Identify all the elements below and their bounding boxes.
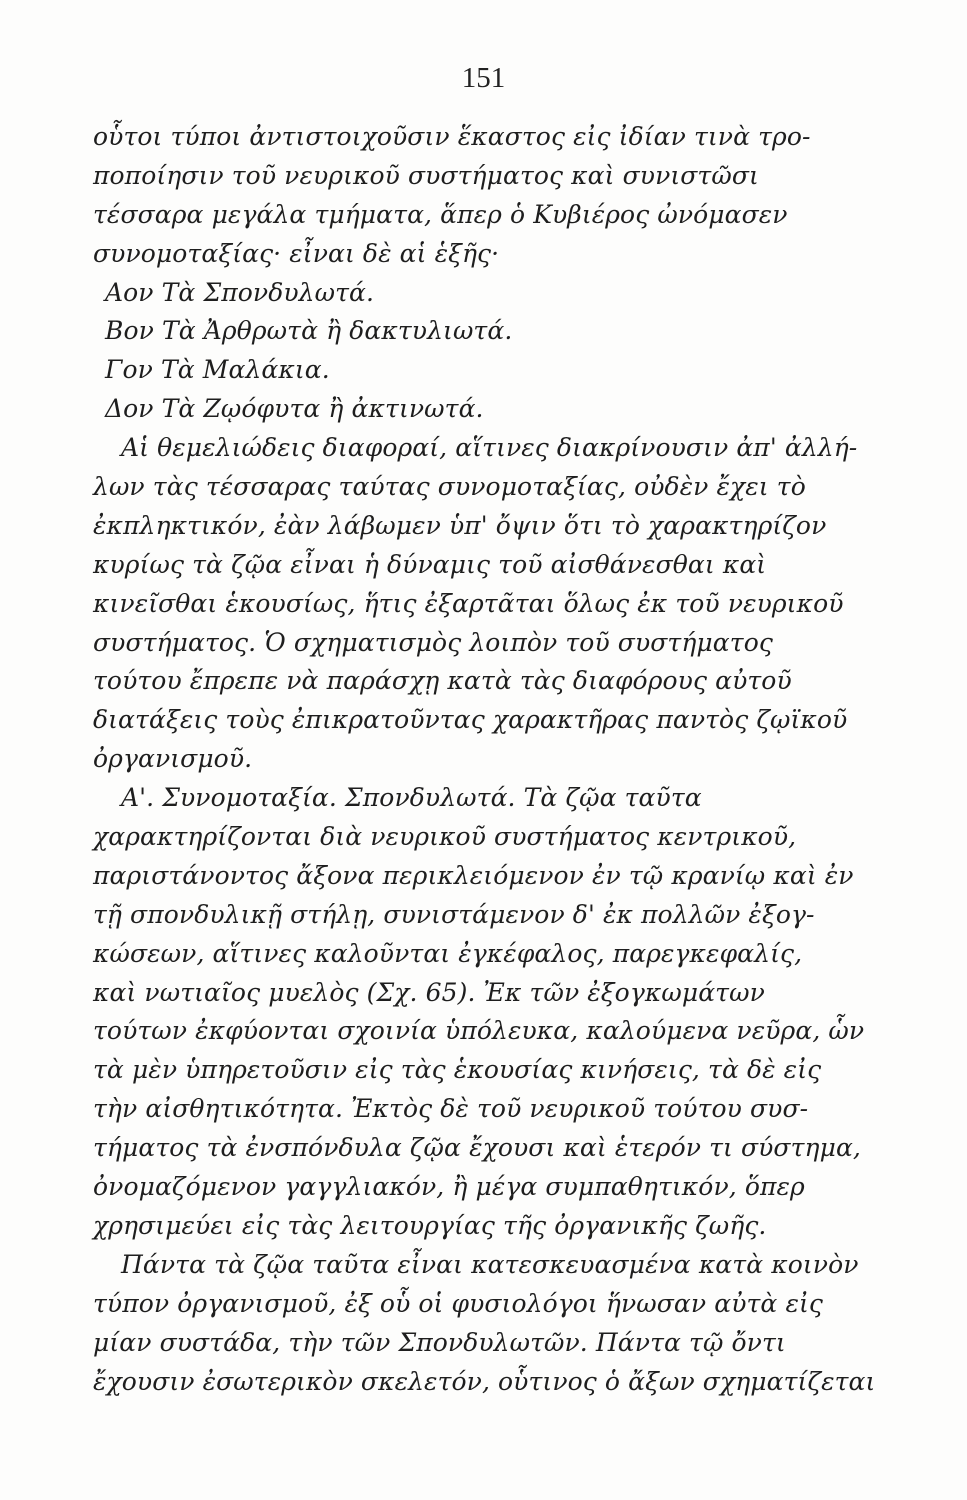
list-item: Δον Τὰ Ζῳόφυτα ἢ ἀκτινωτά.	[105, 394, 484, 424]
text-line: συνομοταξίας· εἶναι δὲ αἱ ἑξῆς·	[93, 238, 500, 268]
text-line: κινεῖσθαι ἑκουσίως, ἥτις ἐξαρτᾶται ὅλως ἐκ τοῦ νευρικοῦ	[93, 588, 844, 618]
list-item: Βον Τὰ Ἀρθρωτὰ ἢ δακτυλιωτά.	[105, 316, 513, 346]
text-line: ποποίησιν τοῦ νευρικοῦ συστήματος καὶ συνιστῶσι	[93, 160, 759, 190]
text-line: ἔχουσιν ἐσωτερικὸν σκελετόν, οὗτινος ὁ ἄξων σχηματίζεται	[93, 1366, 876, 1396]
text-line: τήματος τὰ ἐνσπόνδυλα ζῷα ἔχουσι καὶ ἑτερόν τι σύστημα,	[93, 1133, 861, 1163]
body-text	[93, 118, 923, 1401]
list-item: Γον Τὰ Μαλάκια.	[105, 355, 330, 385]
text-line: ἐκπληκτικόν, ἐὰν λάβωμεν ὑπ' ὄψιν ὅτι τὸ χαρακτηρίζον	[93, 510, 827, 540]
text-line: καὶ νωτιαῖος μυελὸς (Σχ. 65). Ἐκ τῶν ἐξογκωμάτων	[93, 977, 765, 1007]
text-line: ὀνομαζόμενον γαγγλιακόν, ἢ μέγα συμπαθητικόν, ὅπερ	[93, 1172, 805, 1202]
text-line: τὴν αἰσθητικότητα. Ἐκτὸς δὲ τοῦ νευρικοῦ τούτου συσ-	[93, 1094, 809, 1124]
text-line: Πάντα τὰ ζῷα ταῦτα εἶναι κατεσκευασμένα κατὰ κοινὸν	[121, 1249, 859, 1279]
text-line: τέσσαρα μεγάλα τμήματα, ἅπερ ὁ Κυβιέρος ὠνόμασεν	[93, 199, 788, 229]
text-line: οὗτοι τύποι ἀντιστοιχοῦσιν ἕκαστος εἰς ἰδίαν τινὰ τρο-	[93, 122, 811, 151]
text-line: τῇ σπονδυλικῇ στήλῃ, συνιστάμενον δ' ἐκ πολλῶν ἐξογ-	[93, 899, 815, 929]
text-line: τούτων ἐκφύονται σχοινία ὑπόλευκα, καλούμενα νεῦρα, ὧν	[93, 1016, 865, 1046]
text-line: μίαν συστάδα, τὴν τῶν Σπονδυλωτῶν. Πάντα τῷ ὄντι	[93, 1327, 786, 1357]
text-line: τούτου ἔπρεπε νὰ παράσχῃ κατὰ τὰς διαφόρους αὐτοῦ	[93, 666, 792, 696]
text-line: τύπον ὀργανισμοῦ, ἐξ οὗ οἱ φυσιολόγοι ἥνωσαν αὐτὰ εἰς	[93, 1288, 823, 1318]
text-line: Αἱ θεμελιώδεις διαφοραί, αἵτινες διακρίνουσιν ἀπ' ἀλλή-	[121, 433, 858, 463]
text-line: κώσεων, αἵτινες καλοῦνται ἐγκέφαλος, παρεγκεφαλίς,	[93, 938, 803, 968]
page-number: 151	[461, 62, 506, 94]
text-line: χρησιμεύει εἰς τὰς λειτουργίας τῆς ὀργανικῆς ζωῆς.	[93, 1210, 767, 1240]
text-line: χαρακτηρίζονται διὰ νευρικοῦ συστήματος κεντρικοῦ,	[93, 822, 797, 852]
text-line: παριστάνοντος ἄξονα περικλειόμενον ἐν τῷ κρανίῳ καὶ ἐν	[93, 860, 854, 890]
section-heading-line: Α'. Συνομοταξία. Σπονδυλωτά. Τὰ ζῷα ταῦτα	[121, 783, 702, 813]
list-item: Αον Τὰ Σπονδυλωτά.	[105, 277, 375, 307]
text-line: διατάξεις τοὺς ἐπικρατοῦντας χαρακτῆρας παντὸς ζῳϊκοῦ	[93, 705, 848, 735]
text-line: τὰ μὲν ὑπηρετοῦσιν εἰς τὰς ἑκουσίας κινήσεις, τὰ δὲ εἰς	[93, 1055, 822, 1085]
text-line: κυρίως τὰ ζῷα εἶναι ἡ δύναμις τοῦ αἰσθάνεσθαι καὶ	[93, 549, 767, 579]
text-line: λων τὰς τέσσαρας ταύτας συνομοταξίας, οὐδὲν ἔχει τὸ	[93, 472, 806, 502]
text-line: ὀργανισμοῦ.	[93, 744, 253, 774]
text-line: συστήματος. Ὁ σχηματισμὸς λοιπὸν τοῦ συστήματος	[93, 627, 773, 657]
